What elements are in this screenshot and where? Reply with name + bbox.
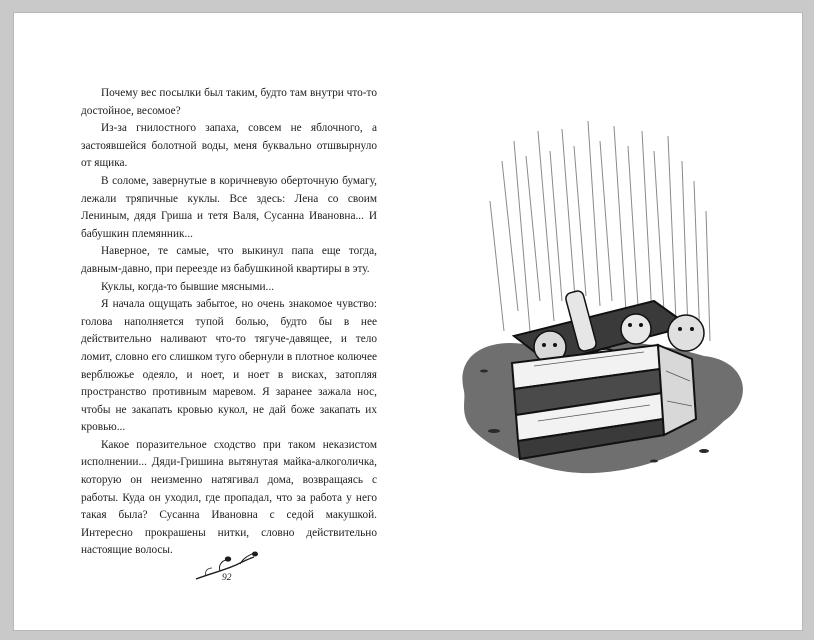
paragraph: Я начала ощущать забытое, но очень знакомое чувство: голова наполняется тупой болью, будто бы в нее действительно наливают что-то тягуче-давящее, и тело ломит, словно его слишком туго обернули в плотное колючее верблюжье одеяло, и ноет, и ноет в висках, затопляя пространство противным маревом. Я заранее зажала нос, чтобы не закапать кровью кукол, не дай боже закапать их кровью...: [81, 298, 377, 434]
paragraph: Наверное, те самые, что выкинул папа еще тогда, давным-давно, при переезде из бабушкиной квартиры в эту.: [81, 245, 377, 275]
paragraph: Какое поразительное сходство при таком неказистом исполнении... Дяди-Гришина вытянутая майка-алкоголичка, которую он неизменно натягивал дома, возвращаясь с работы. Куда он уходил, где пропадал, что за работа у него такая была? Сусанна Ивановна с седой макушкой. Интересно прокрашены нитки, словно действительно настоящие волосы.: [81, 438, 377, 557]
text-column: [81, 85, 377, 560]
paragraph: В соломе, завернутые в коричневую оберточную бумагу, лежали тряпичные куклы. Все здесь: Лена со своим Лениным, дядя Гриша и тетя Валя, Сусанна Ивановна... И бабушкин племянник...: [81, 174, 377, 240]
page-footer: [192, 551, 272, 591]
branch-ornament-icon: [192, 551, 272, 581]
paragraph: Куклы, когда-то бывшие мясными...: [101, 280, 275, 293]
paragraph: Из-за гнилостного запаха, совсем не яблочного, а застоявшейся болотной воды, меня буквально отшвырнуло от ящика.: [81, 122, 377, 170]
crate-of-dolls-illustration: [454, 101, 754, 501]
paragraph: Почему вес посылки был таким, будто там внутри что-то достойное, весомое?: [81, 87, 377, 117]
page-number: 92: [222, 573, 232, 583]
book-spread: [13, 12, 803, 631]
